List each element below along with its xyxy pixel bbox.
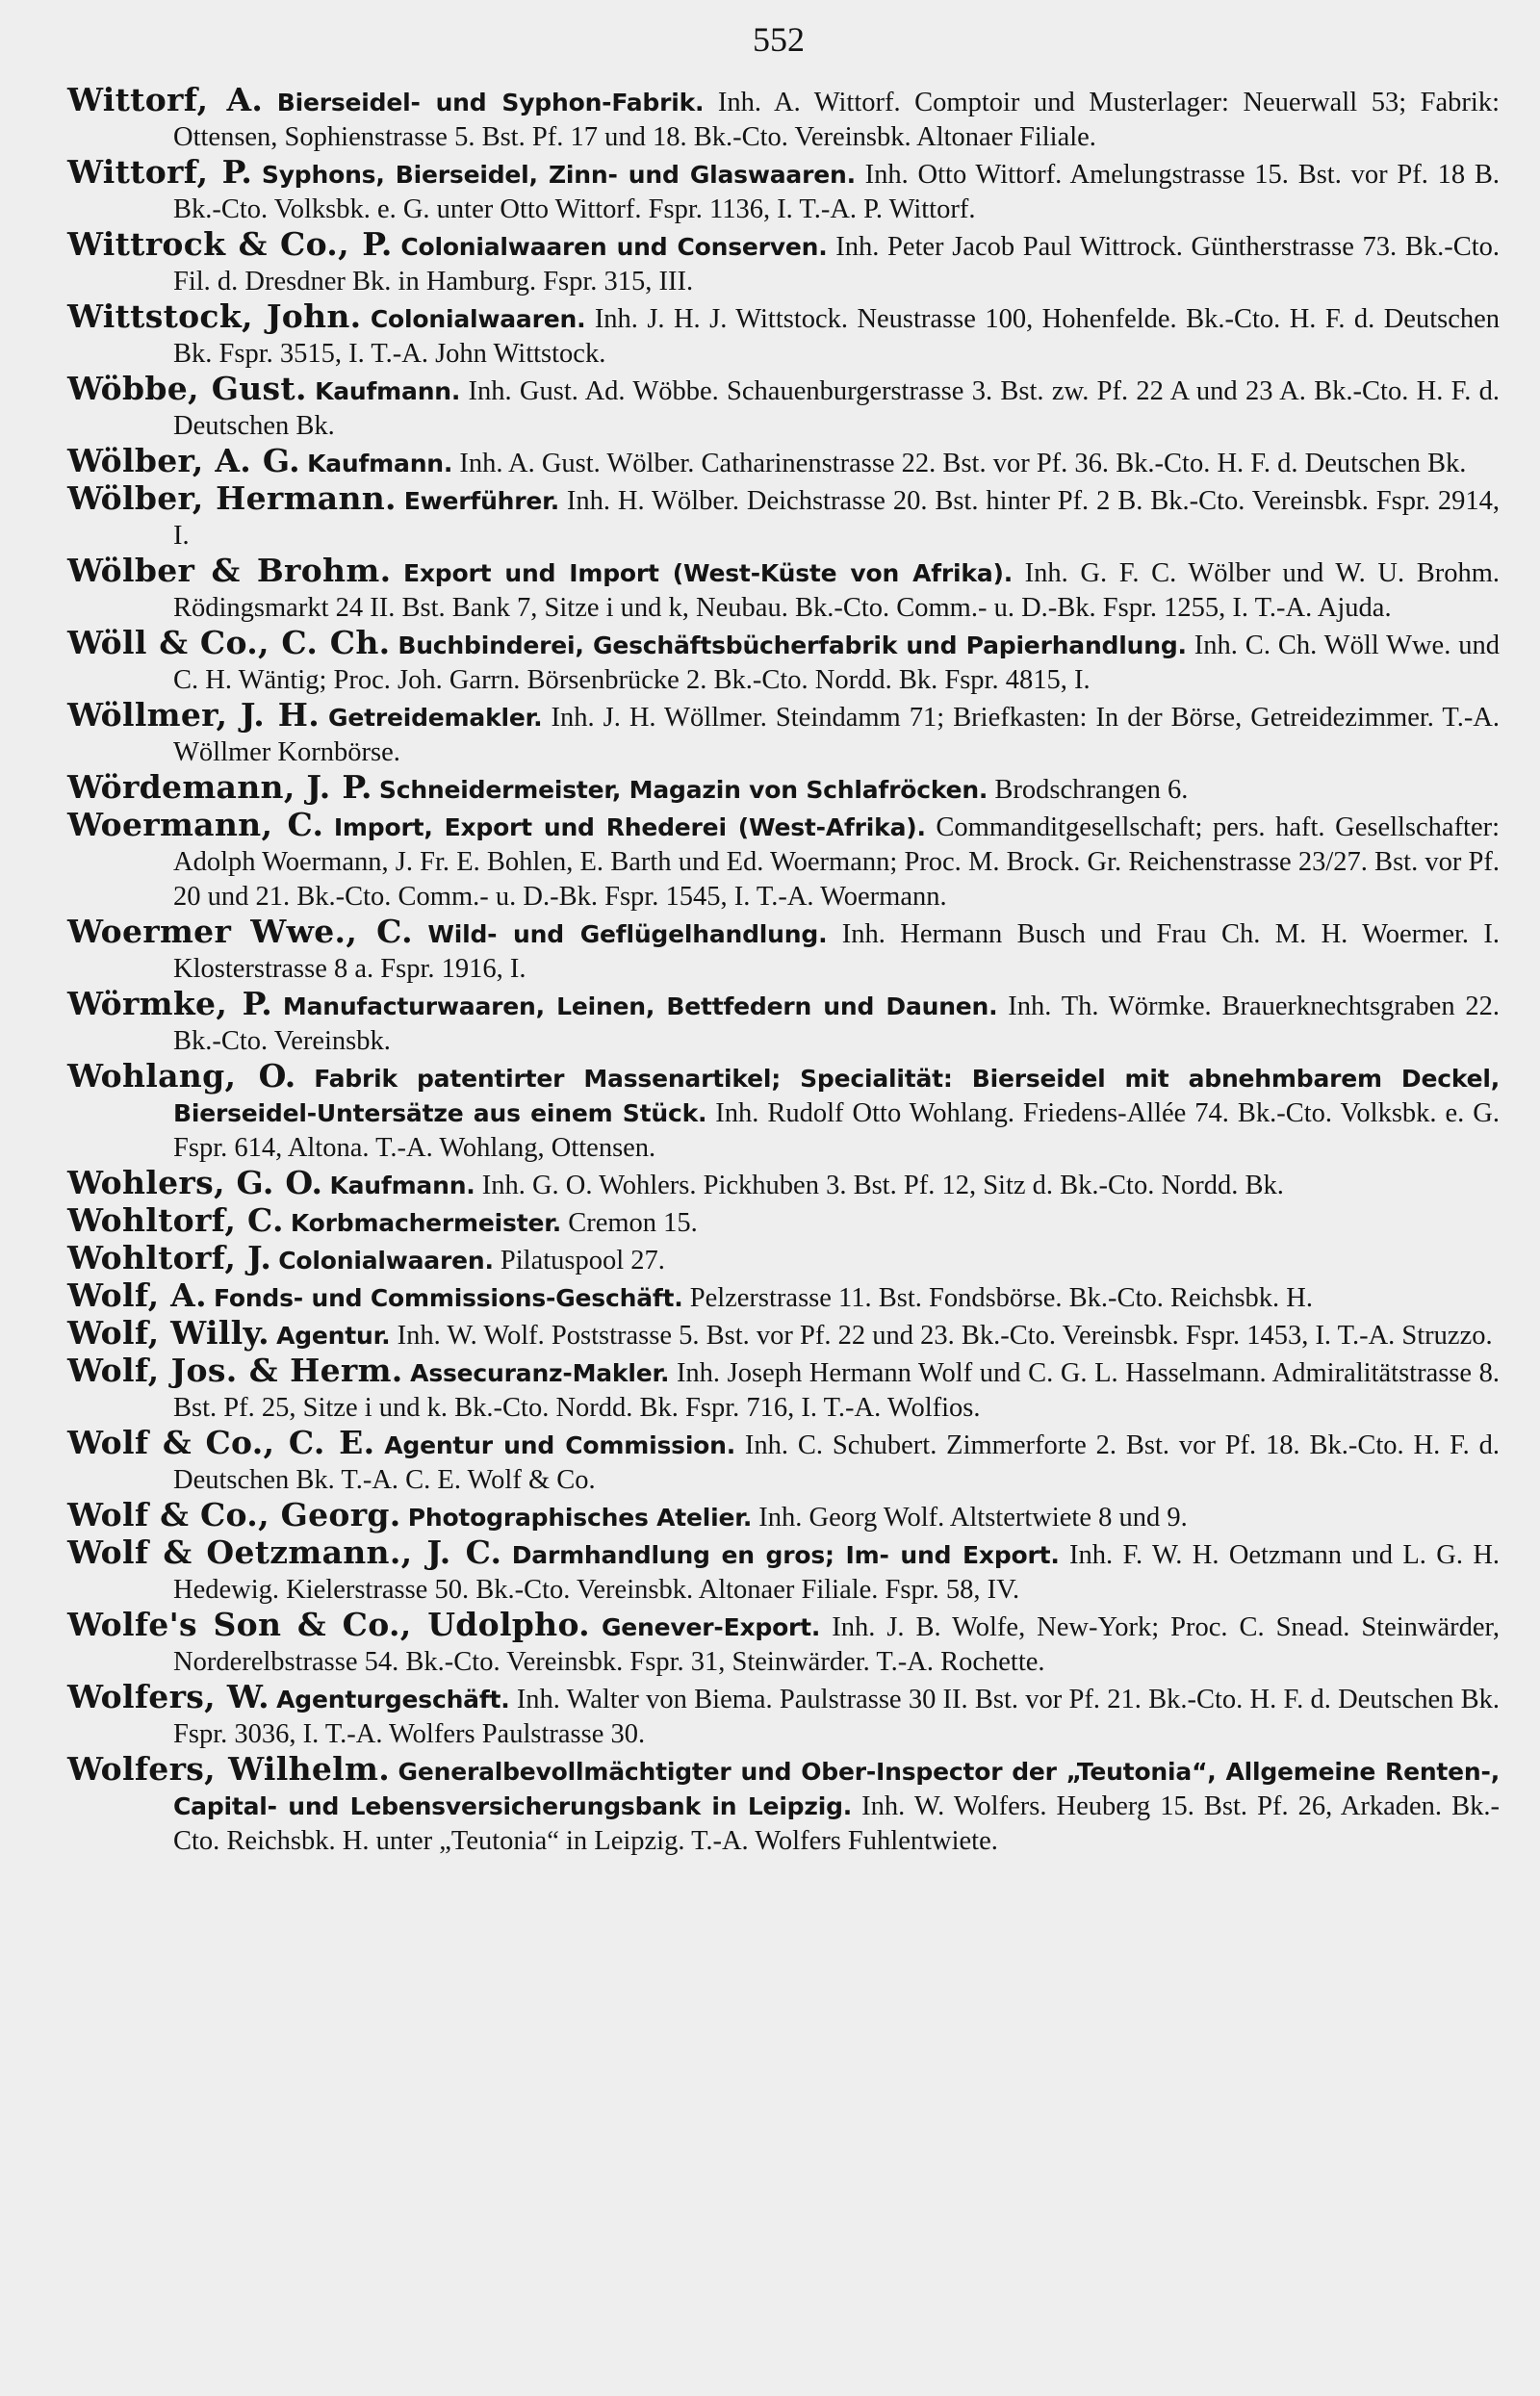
directory-entry (67, 1278, 1500, 1316)
entry-trade: Fabrik patentirter Massenartikel; Specialität: Bierseidel mit abnehmbarem Deckel, Bierseidel-Untersätze aus einem Stück. (173, 1065, 1501, 1127)
entry-trade: Photographisches Atelier. (407, 1504, 753, 1532)
entry-trade: Fonds- und Commissions-Geschäft. (213, 1284, 683, 1312)
directory-entry (67, 481, 1500, 554)
entry-details: Inh. Walter von Biema. Paulstrasse 30 II. Bst. vor Pf. 21. Bk.-Cto. H. F. d. Deutschen Bk. Fspr. 3036, I. T.-A. Wolfers Paulstrasse 30. (173, 1685, 1500, 1749)
entry-trade: Buchbinderei, Geschäftsbücherfabrik und Papierhandlung. (398, 631, 1187, 659)
entry-details: Inh. J. B. Wolfe, New-York; Proc. C. Snead. Steinwärder, Norderelbstrasse 54. Bk.-Cto. Vereinsbk. Fspr. 31, Steinwärder. T.-A. Rochette. (173, 1612, 1501, 1677)
entry-name: Wohltorf, C. (67, 1201, 284, 1239)
entry-trade: Agenturgeschäft. (276, 1686, 510, 1713)
entry-name: Wöllmer, J. H. (67, 696, 320, 734)
entry-trade: Genever-Export. (601, 1613, 821, 1641)
entry-trade: Assecuranz-Makler. (410, 1359, 670, 1387)
entry-name: Wohltorf, J. (67, 1239, 272, 1276)
entry-name: Wördemann, J. P. (67, 768, 372, 806)
entry-name: Wörmke, P. (67, 985, 273, 1022)
entry-details: Brodschrangen 6. (994, 775, 1189, 805)
directory-entry (67, 227, 1500, 299)
entry-name: Wolfe's Son & Co., Udolpho. (67, 1606, 590, 1643)
entry-trade: Colonialwaaren. (370, 305, 586, 333)
directory-entry (67, 554, 1500, 626)
entry-trade: Generalbevollmächtigter und Ober-Inspector der „Teutonia“, Allgemeine Renten-, Capital- und Lebensversicherungsbank in Leipzig. (173, 1758, 1500, 1820)
entry-name: Wolf, Jos. & Herm. (67, 1352, 403, 1389)
directory-entry (67, 808, 1500, 915)
directory-entry (67, 1608, 1500, 1680)
entry-trade: Korbmachermeister. (290, 1209, 562, 1237)
entry-name: Woermer Wwe., C. (67, 913, 413, 950)
entry-details: Cremon 15. (568, 1208, 698, 1238)
entry-name: Wittorf, A. (67, 81, 264, 118)
entry-trade: Bierseidel- und Syphon-Fabrik. (276, 89, 705, 116)
entry-details: Inh. A. Gust. Wölber. Catharinenstrasse 22. Bst. vor Pf. 36. Bk.-Cto. H. F. d. Deutschen Bk. (459, 449, 1467, 478)
entry-trade: Wild- und Geflügelhandlung. (427, 920, 828, 948)
entry-name: Wolf, A. (67, 1276, 207, 1314)
directory-entry (67, 1535, 1500, 1608)
directory-entry (67, 155, 1500, 227)
entry-name: Wolf, Willy. (67, 1314, 270, 1352)
entry-name: Wolf & Co., Georg. (67, 1496, 401, 1533)
entry-name: Wölber, A. G. (67, 442, 300, 479)
entry-trade: Colonialwaaren und Conserven. (400, 233, 828, 261)
entry-trade: Syphons, Bierseidel, Zinn- und Glaswaaren. (261, 161, 856, 189)
entry-name: Wöll & Co., C. Ch. (67, 624, 391, 661)
directory-entry (67, 626, 1500, 698)
entry-details: Inh. C. Schubert. Zimmerforte 2. Bst. vor Pf. 18. Bk.-Cto. H. F. d. Deutschen Bk. T.-A. C. E. Wolf & Co. (173, 1430, 1501, 1495)
directory-entry (67, 1166, 1500, 1203)
entry-details: Commanditgesellschaft; pers. haft. Gesellschafter: Adolph Woermann, J. Fr. E. Bohlen, E. Barth und Ed. Woermann; Proc. M. Brock. Gr. Reichenstrasse 23/27. Bst. vor Pf. 20 und 21. Bk.-Cto. Comm.- u. D.-Bk. Fspr. 1545, I. T.-A. Woermann. (173, 812, 1501, 912)
entry-details: Inh. J. H. Wöllmer. Steindamm 71; Briefkasten: In der Börse, Getreidezimmer. T.-A. Wöllmer Kornbörse. (173, 703, 1501, 767)
entry-name: Wolf & Oetzmann., J. C. (67, 1533, 502, 1571)
entry-details: Inh. Gust. Ad. Wöbbe. Schauenburgerstrasse 3. Bst. zw. Pf. 22 A und 23 A. Bk.-Cto. H. F. d. Deutschen Bk. (173, 376, 1501, 441)
entry-name: Wohlang, O. (67, 1057, 296, 1095)
entry-name: Woermann, C. (67, 806, 324, 843)
entry-name: Wöbbe, Gust. (67, 370, 307, 407)
directory-entry (67, 1752, 1500, 1859)
entry-name: Wittorf, P. (67, 153, 253, 191)
directory-entry (67, 1241, 1500, 1278)
entry-details: Inh. Georg Wolf. Altstertwiete 8 und 9. (758, 1503, 1188, 1533)
entry-trade: Kaufmann. (307, 450, 453, 477)
directory-entries (67, 83, 1500, 1859)
entry-name: Wohlers, G. O. (67, 1164, 323, 1201)
directory-entry (67, 83, 1500, 155)
directory-entry (67, 1316, 1500, 1353)
entry-details: Inh. Otto Wittorf. Amelungstrasse 15. Bst. vor Pf. 18 B. Bk.-Cto. Volksbk. e. G. unter Otto Wittorf. Fspr. 1136, I. T.-A. P. Wittorf. (173, 160, 1500, 224)
directory-entry (67, 299, 1500, 372)
entry-details: Inh. Rudolf Otto Wohlang. Friedens-Allée 74. Bk.-Cto. Volksbk. e. G. Fspr. 614, Altona. T.-A. Wohlang, Ottensen. (173, 1098, 1500, 1163)
entry-details: Inh. J. H. J. Wittstock. Neustrasse 100, Hohenfelde. Bk.-Cto. H. F. d. Deutschen Bk. Fspr. 3515, I. T.-A. John Wittstock. (173, 304, 1501, 369)
entry-name: Wittstock, John. (67, 297, 362, 335)
entry-details: Inh. W. Wolfers. Heuberg 15. Bst. Pf. 26, Arkaden. Bk.-Cto. Reichsbk. H. unter „Teutonia“ in Leipzig. T.-A. Wolfers Fuhlentwiete. (173, 1791, 1500, 1856)
entry-trade: Export und Import (West-Küste von Afrika). (403, 559, 1014, 587)
entry-trade: Kaufmann. (329, 1172, 475, 1199)
directory-entry (67, 770, 1500, 808)
entry-details: Inh. Hermann Busch und Frau Ch. M. H. Woermer. I. Klosterstrasse 8 a. Fspr. 1916, I. (173, 919, 1501, 984)
entry-name: Wolfers, W. (67, 1678, 270, 1715)
entry-details: Pilatuspool 27. (500, 1246, 665, 1275)
entry-trade: Colonialwaaren. (278, 1247, 494, 1275)
entry-details: Inh. Peter Jacob Paul Wittrock. Güntherstrasse 73. Bk.-Cto. Fil. d. Dresdner Bk. in Hamburg. Fspr. 315, III. (173, 232, 1501, 296)
entry-details: Inh. Th. Wörmke. Brauerknechtsgraben 22. Bk.-Cto. Vereinsbk. (173, 992, 1501, 1056)
directory-entry (67, 444, 1500, 481)
entry-details: Inh. C. Ch. Wöll Wwe. und C. H. Wäntig; Proc. Joh. Garrn. Börsenbrücke 2. Bk.-Cto. Nordd. Bk. Fspr. 4815, I. (173, 631, 1501, 695)
entry-trade: Getreidemakler. (328, 704, 543, 732)
entry-trade: Import, Export und Rhederei (West-Afrika). (333, 813, 926, 841)
directory-entry (67, 1498, 1500, 1535)
directory-entry (67, 1353, 1500, 1426)
entry-trade: Agentur. (276, 1322, 391, 1350)
entry-trade: Agentur und Commission. (384, 1431, 736, 1459)
directory-entry (67, 1680, 1500, 1752)
entry-details: Inh. H. Wölber. Deichstrasse 20. Bst. hinter Pf. 2 B. Bk.-Cto. Vereinsbk. Fspr. 2914, I. (173, 486, 1501, 551)
directory-entry (67, 372, 1500, 444)
entry-details: Pelzerstrasse 11. Bst. Fondsbörse. Bk.-Cto. Reichsbk. H. (689, 1283, 1313, 1313)
directory-entry (67, 1059, 1500, 1166)
page-number: 552 (753, 20, 805, 59)
entry-details: Inh. F. W. H. Oetzmann und L. G. H. Hedewig. Kielerstrasse 50. Bk.-Cto. Vereinsbk. Altonaer Filiale. Fspr. 58, IV. (173, 1540, 1501, 1605)
directory-entry (67, 915, 1500, 987)
entry-trade: Manufacturwaaren, Leinen, Bettfedern und Daunen. (282, 992, 998, 1020)
entry-name: Wolfers, Wilhelm. (67, 1750, 391, 1788)
entry-details: Inh. Joseph Hermann Wolf und C. G. L. Hasselmann. Admiralitätstrasse 8. Bst. Pf. 25, Sitze i und k. Bk.-Cto. Nordd. Bk. Fspr. 716, I. T.-A. Wolfios. (173, 1358, 1501, 1423)
entry-trade: Schneidermeister, Magazin von Schlafröcken. (378, 776, 988, 804)
entry-name: Wolf & Co., C. E. (67, 1424, 375, 1461)
directory-entry (67, 987, 1500, 1059)
entry-name: Wölber, Hermann. (67, 479, 397, 517)
directory-entry (67, 1426, 1500, 1498)
entry-trade: Kaufmann. (315, 377, 461, 405)
entry-details: Inh. W. Wolf. Poststrasse 5. Bst. vor Pf. 22 und 23. Bk.-Cto. Vereinsbk. Fspr. 1453, I. T.-A. Struzzo. (397, 1321, 1493, 1351)
entry-details: Inh. A. Wittorf. Comptoir und Musterlager: Neuerwall 53; Fabrik: Ottensen, Sophienstrasse 5. Bst. Pf. 17 und 18. Bk.-Cto. Vereinsbk. Altonaer Filiale. (173, 88, 1500, 152)
entry-trade: Ewerführer. (403, 487, 560, 515)
directory-entry (67, 1203, 1500, 1241)
entry-details: Inh. G. O. Wohlers. Pickhuben 3. Bst. Pf. 12, Sitz d. Bk.-Cto. Nordd. Bk. (481, 1171, 1284, 1200)
entry-name: Wittrock & Co., P. (67, 225, 393, 263)
entry-name: Wölber & Brohm. (67, 552, 392, 589)
entry-details: Inh. G. F. C. Wölber und W. U. Brohm. Rödingsmarkt 24 II. Bst. Bank 7, Sitze i und k, Neubau. Bk.-Cto. Comm.- u. D.-Bk. Fspr. 1255, I. T.-A. Ajuda. (173, 558, 1500, 623)
entry-trade: Darmhandlung en gros; Im- und Export. (511, 1541, 1060, 1569)
directory-entry (67, 698, 1500, 770)
